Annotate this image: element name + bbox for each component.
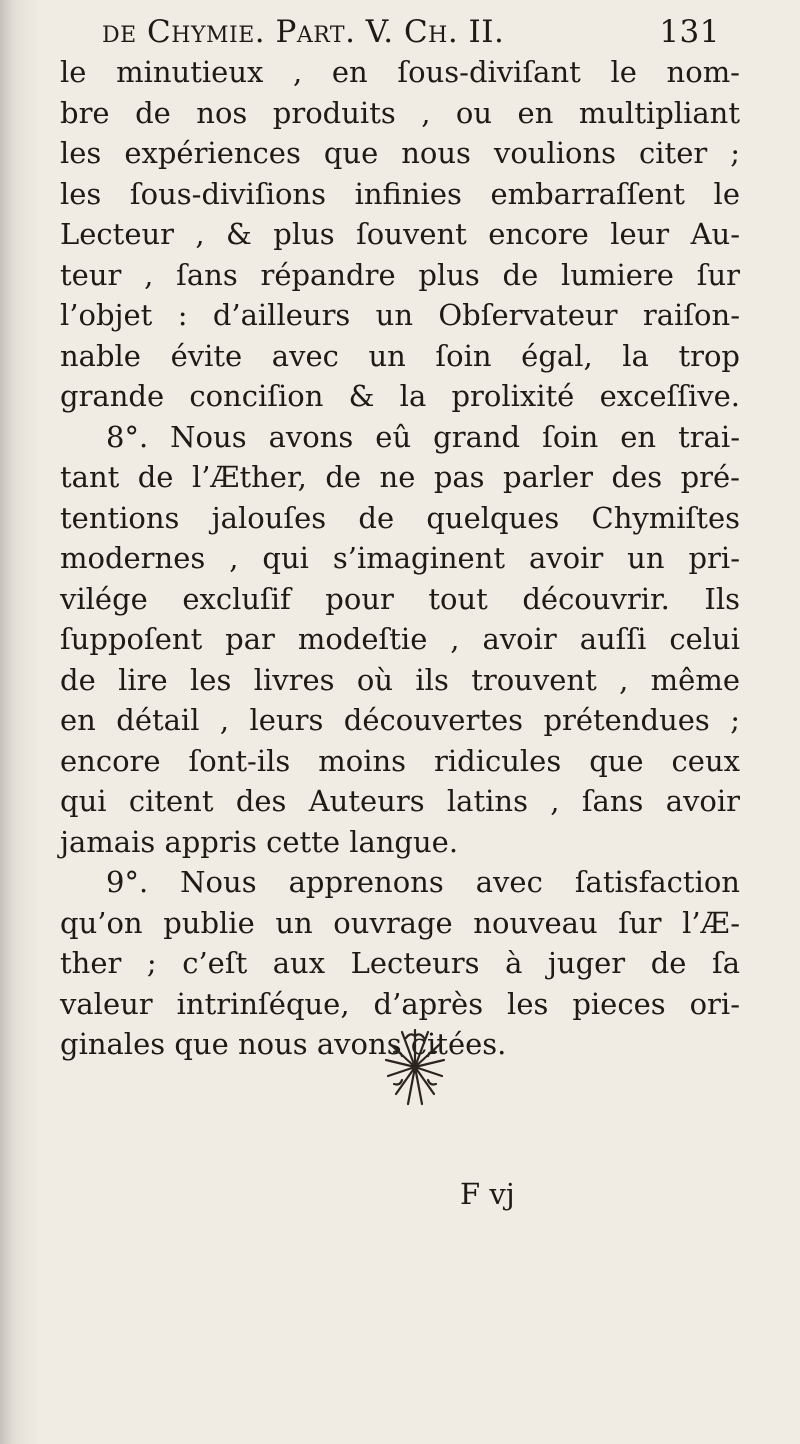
signature-mark: F vj — [460, 1177, 515, 1211]
text-line: Lecteur , & plus ſouvent encore leur Au- — [60, 217, 740, 251]
page-header — [102, 10, 720, 54]
text-line: tant de l’Æther, de ne pas parler des pré- — [60, 460, 740, 494]
text-line: tentions jalouſes de quelques Chymiſtes — [60, 500, 740, 535]
paragraph-9-start: 9°. Nous apprenons avec ſatisfaction — [106, 865, 740, 899]
floral-ornament-icon — [380, 1022, 450, 1112]
text-line: bre de nos produits , ou en multipliant — [60, 95, 740, 130]
text-line: en détail , leurs découvertes prétendues ; — [60, 703, 740, 737]
text-line: modernes , qui s’imaginent avoir un pri- — [60, 541, 740, 575]
text-line: nable évite avec un ſoin égal, la trop — [60, 338, 740, 373]
text-line: qui citent des Auteurs latins , ſans avoir — [60, 784, 740, 818]
text-line: teur , ſans répandre plus de lumiere ſur — [60, 257, 740, 292]
text-line: le minutieux , en ſous-diviſant le nom- — [60, 55, 740, 89]
running-title: de Chymie. Part. V. Ch. II. — [102, 14, 505, 50]
body-text — [60, 52, 740, 1065]
text-line: ſuppoſent par modeſtie , avoir auſſi celui — [60, 622, 740, 656]
text-line: valeur intrinſéque, d’après les pieces ori- — [60, 986, 740, 1021]
text-line: vilége excluſif pour tout découvrir. Ils — [60, 581, 740, 616]
text-line: grande conciſion & la prolixité exceſſive. — [60, 379, 740, 413]
page-number: 131 — [659, 14, 720, 50]
text-line: les expériences que nous voulions citer ; — [60, 136, 740, 170]
text-line: jamais appris cette langue. — [60, 824, 459, 859]
text-line: ther ; c’eſt aux Lecteurs à juger de ſa — [60, 946, 740, 980]
text-line: de lire les livres où ils trouvent , même — [60, 662, 740, 697]
text-line: les ſous-diviſions infinies embarraſſent le — [60, 176, 740, 211]
text-line: l’objet : d’ailleurs un Obſervateur raiſon- — [60, 298, 740, 332]
text-line: qu’on publie un ouvrage nouveau ſur l’Æ- — [60, 905, 740, 940]
text-line: encore ſont-ils moins ridicules que ceux — [60, 743, 740, 778]
text-line: ginales que nous avons citées. — [60, 1027, 507, 1061]
paragraph-8-start: 8°. Nous avons eû grand ſoin en trai- — [106, 419, 740, 454]
